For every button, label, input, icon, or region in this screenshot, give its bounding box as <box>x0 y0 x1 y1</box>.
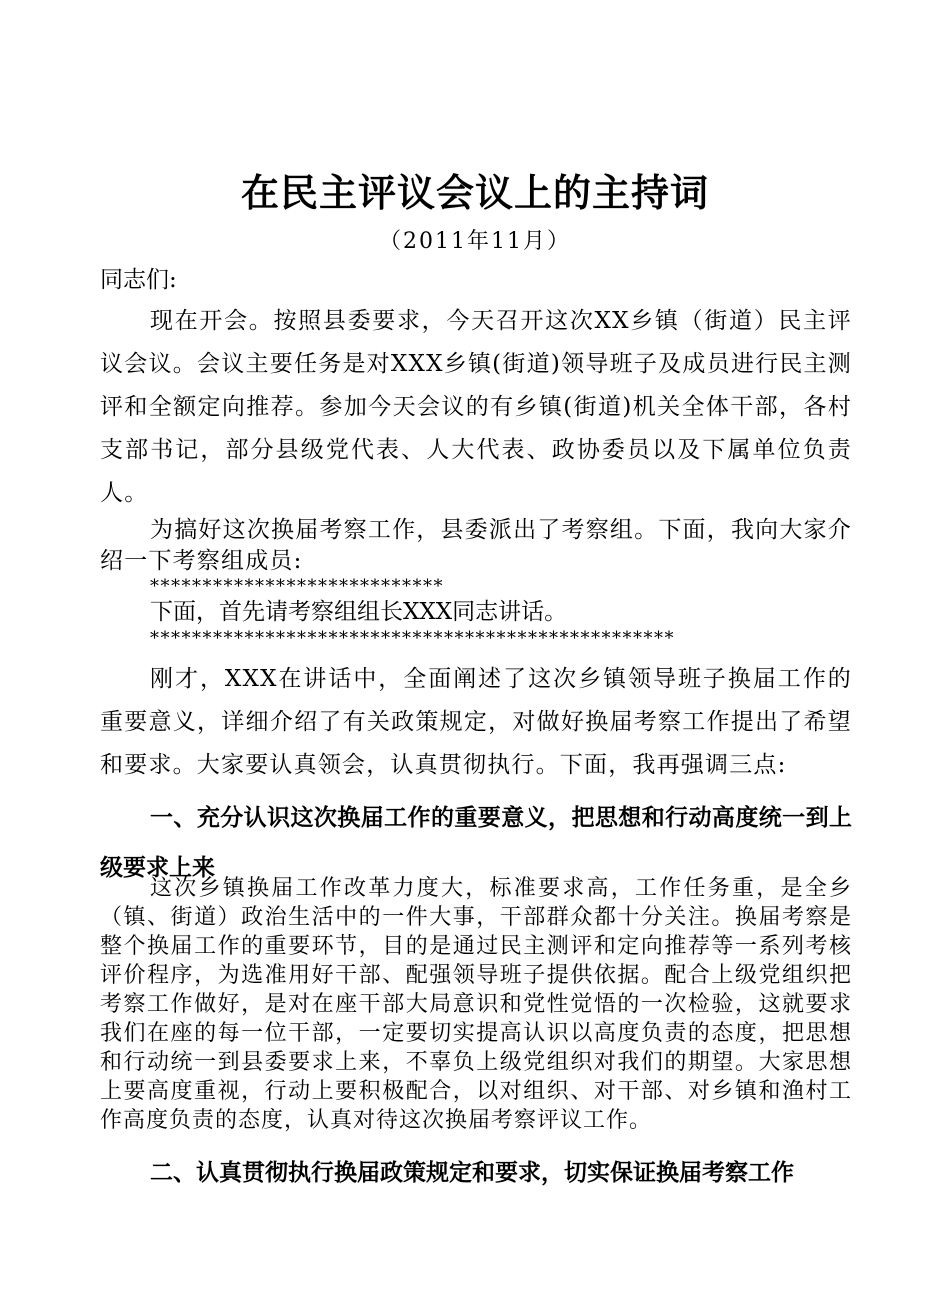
document-title: 在民主评议会议上的主持词 <box>240 170 709 215</box>
paragraph-summary: 刚才，XXX在讲话中，全面阐述了这次乡镇领导班子换届工作的重要意义，详细介绍了有关政策规定，对做好换届考察工作提出了希望和要求。大家要认真领会，认真贯彻执行。下面，我再强调三点: <box>100 666 852 778</box>
salutation: 同志们: <box>100 267 177 293</box>
document-date: （2011年11月） <box>379 229 571 254</box>
paragraph-opening: 现在开会。按照县委要求，今天召开这次XX乡镇（街道）民主评议会议。会议主要任务是对XXX乡镇(街道)领导班子及成员进行民主测评和全额定向推荐。参加今天会议的有乡镇(街道)机关全体干部，各村支部书记，部分县级党代表、人大代表、政协委员以及下属单位负责人。 <box>100 308 852 506</box>
paragraph-inspection-team: 为搞好这次换届考察工作，县委派出了考察组。下面，我向大家介绍一下考察组成员: <box>100 517 852 574</box>
placeholder-stars-members: **************************** <box>150 576 444 597</box>
section-heading-1: 一、充分认识这次换届工作的重要意义，把思想和行动高度统一到上级要求上来 <box>100 805 852 881</box>
paragraph-leader-speech: 下面，首先请考察组组长XXX同志讲话。 <box>150 599 568 625</box>
paragraph-section-1: 这次乡镇换届工作改革力度大，标准要求高，工作任务重，是全乡（镇、街道）政治生活中的一件大事，干部群众都十分关注。换届考察是整个换届工作的重要环节，目的是通过民主测评和定向推荐等一系列考核评价程序，为选准用好干部、配强领导班子提供依据。配合上级党组织把考察工作做好，是对在座干部大局意识和党性觉悟的一次检验，这就要求我们在座的每一位干部，一定要切实提高认识以高度负责的态度，把思想和行动统一到县委要求上来，不辜负上级党组织对我们的期望。大家思想上要高度重视，行动上要积极配合，以对组织、对干部、对乡镇和渔村工作高度负责的态度，认真对待这次换届考察评议工作。 <box>100 876 852 1133</box>
section-heading-2: 二、认真贯彻执行换届政策规定和要求，切实保证换届考察工作 <box>150 1160 794 1186</box>
placeholder-stars-speech: ************************************************** <box>150 628 675 649</box>
